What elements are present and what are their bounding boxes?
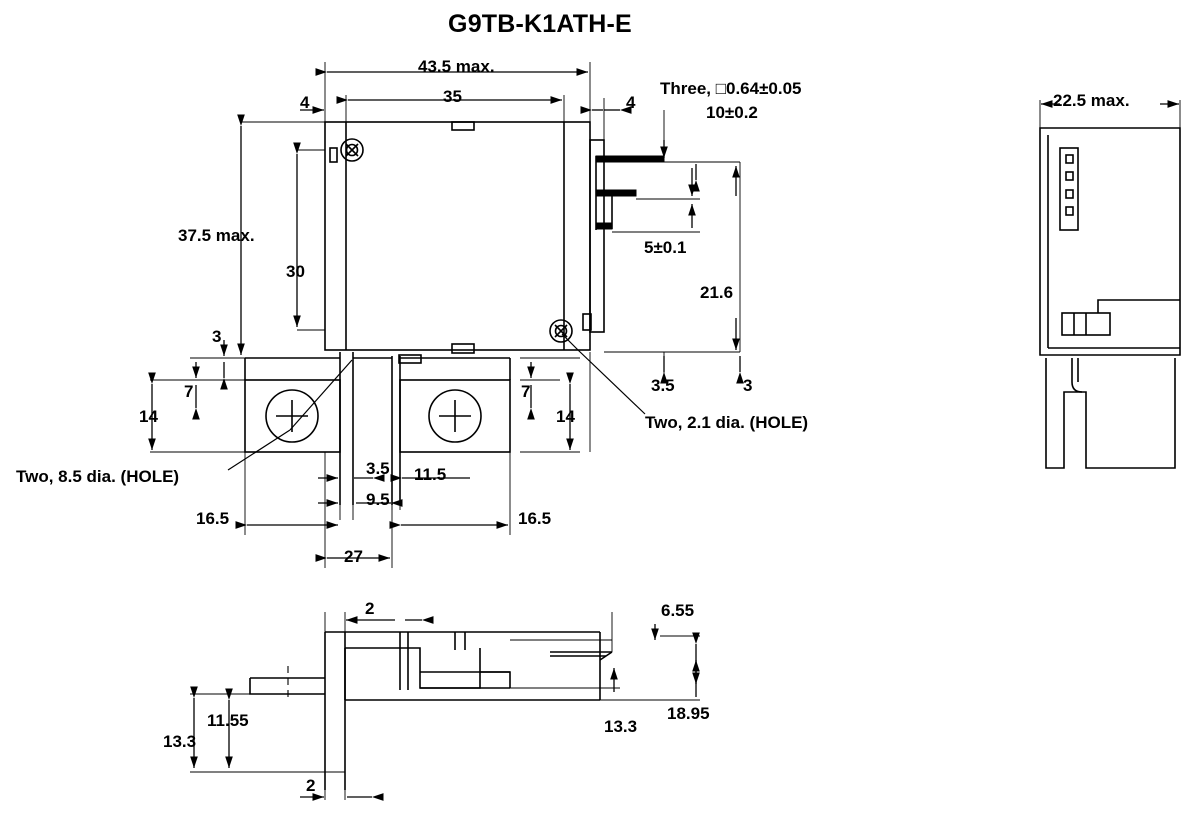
dimension-arrows-top bbox=[152, 72, 740, 558]
dim-terminal-pitch: 10±0.2 bbox=[706, 103, 758, 122]
terminal-blades bbox=[596, 156, 664, 229]
bottom-view-outline bbox=[250, 632, 612, 790]
leader-lines bbox=[228, 334, 645, 470]
dim-3-5-horiz: 3.5 bbox=[366, 459, 390, 478]
dim-body-height: 30 bbox=[286, 262, 305, 281]
dim-6-55: 6.55 bbox=[661, 601, 695, 620]
screw-symbols bbox=[341, 139, 572, 342]
dim-overall-height: 37.5 max. bbox=[178, 226, 255, 245]
dim-9-5: 9.5 bbox=[366, 490, 390, 509]
dim-21-6: 21.6 bbox=[700, 283, 734, 302]
dim-side-width: 22.5 max. bbox=[1053, 91, 1130, 110]
dim-flange-gap: 3 bbox=[212, 327, 222, 346]
dim-flange-h2: 14 bbox=[139, 407, 158, 426]
mounting-flanges bbox=[245, 352, 510, 505]
dim-flange-h3: 7 bbox=[521, 382, 531, 401]
note-hole-2-1: Two, 2.1 dia. (HOLE) bbox=[645, 413, 809, 432]
dim-16-5-right: 16.5 bbox=[518, 509, 552, 528]
dim-3-vert: 3 bbox=[743, 376, 753, 395]
dim-13-3-right: 13.3 bbox=[604, 717, 638, 736]
dim-terminal-length: 5±0.1 bbox=[644, 238, 687, 257]
dim-right-offset: 4 bbox=[626, 93, 636, 112]
dim-13-3-left: 13.3 bbox=[163, 732, 197, 751]
dim-bottom-2-bottom: 2 bbox=[306, 776, 316, 795]
dim-3-5-vert: 3.5 bbox=[651, 376, 675, 395]
dim-18-95: 18.95 bbox=[667, 704, 710, 723]
side-view-outline bbox=[1040, 128, 1180, 468]
dim-11-55: 11.55 bbox=[207, 711, 249, 730]
dim-27: 27 bbox=[344, 547, 363, 566]
dim-left-offset: 4 bbox=[300, 93, 310, 112]
extension-lines bbox=[150, 62, 740, 568]
top-view-outline bbox=[325, 122, 604, 353]
dim-bottom-2-top: 2 bbox=[365, 599, 375, 618]
note-three-terminals: Three, □0.64±0.05 bbox=[660, 79, 802, 98]
dim-flange-h4: 14 bbox=[556, 407, 575, 426]
dim-inner-width: 35 bbox=[443, 87, 462, 106]
dim-overall-width: 43.5 max. bbox=[418, 57, 495, 76]
note-hole-8-5: Two, 8.5 dia. (HOLE) bbox=[16, 467, 180, 486]
page-title: G9TB-K1ATH-E bbox=[448, 10, 632, 38]
dim-16-5-left: 16.5 bbox=[196, 509, 230, 528]
dim-11-5: 11.5 bbox=[414, 465, 447, 484]
dim-flange-h1: 7 bbox=[184, 382, 194, 401]
